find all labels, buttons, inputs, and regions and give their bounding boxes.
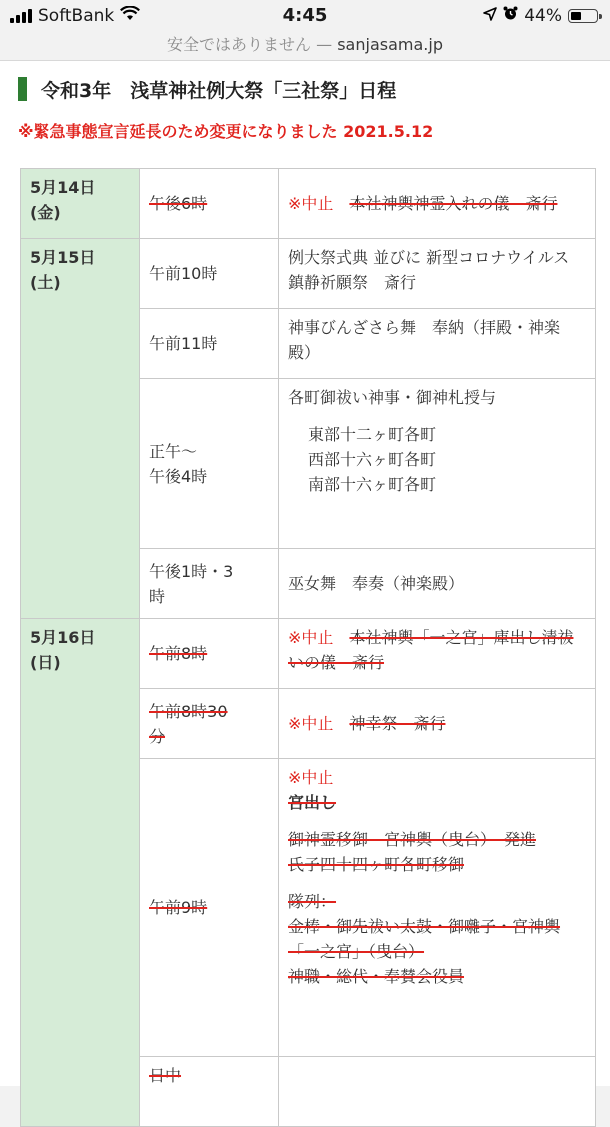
event-text: 神事びんざさら舞 奉納（拝殿・神楽 — [288, 318, 561, 337]
time-label: 午前8時30 — [149, 701, 228, 721]
event-text: 各町御祓い神事・御神札授与 — [288, 388, 497, 407]
time-label: 午後1時・3 — [149, 561, 234, 581]
page-title — [18, 76, 396, 102]
url-host: sanjasama.jp — [337, 35, 443, 54]
cancelled-label: ※中止 — [288, 194, 334, 213]
spacer — [288, 815, 586, 827]
spacer — [288, 877, 586, 889]
event-text: いの儀 斎行 — [288, 653, 385, 672]
time-cell — [140, 689, 279, 759]
event-text: 氏子四十四ヶ町各町移御 — [288, 855, 465, 874]
district-item: 西部十六ヶ町各町 — [308, 450, 437, 469]
event-text: 本社神輿神霊入れの儀 斎行 — [349, 194, 558, 213]
cancelled-label: ※中止 — [288, 714, 334, 733]
table-row — [21, 239, 596, 309]
event-text: 「一之宮」（曳台） — [288, 942, 425, 961]
time-label: 午前8時 — [149, 644, 208, 663]
time-cell — [140, 759, 279, 1057]
date-cell — [21, 169, 140, 239]
event-text: 金棒・御先祓い太鼓・御囃子・宮神輿 — [288, 917, 561, 936]
status-right — [483, 6, 598, 26]
event-cell — [279, 1057, 596, 1127]
event-text: 例大祭式典 並びに 新型コロナウイルス — [288, 248, 570, 267]
table-row — [21, 169, 596, 239]
date-cell — [21, 239, 140, 619]
time-label: 午前11時 — [149, 334, 218, 353]
event-title: 宮出し — [288, 793, 337, 812]
carrier-name: SoftBank — [38, 6, 115, 26]
time-cell — [140, 169, 279, 239]
status-bar — [0, 0, 610, 34]
time-label: 正午〜 — [149, 441, 198, 461]
event-cell — [279, 689, 596, 759]
battery-icon — [568, 9, 598, 23]
time-label: 午前9時 — [149, 898, 208, 917]
spacer — [288, 410, 586, 422]
time-cell — [140, 309, 279, 379]
weekday-label: (日) — [30, 653, 61, 672]
time-label: 午前10時 — [149, 264, 218, 283]
battery-fill — [571, 12, 581, 20]
event-text: 隊列： — [288, 892, 337, 911]
schedule-table — [20, 168, 596, 1127]
event-cell — [279, 379, 596, 549]
location-arrow-icon — [483, 6, 497, 26]
event-text: 神職・総代・奉賛会役員 — [288, 967, 465, 986]
time-label: 日中 — [149, 1066, 182, 1085]
web-page — [0, 60, 610, 1086]
event-cell — [279, 169, 596, 239]
table-row — [21, 619, 596, 689]
cancelled-label: ※中止 — [288, 768, 334, 787]
alarm-icon — [503, 6, 518, 26]
cancelled-label: ※中止 — [288, 628, 334, 647]
time-cell — [140, 239, 279, 309]
time-label: 午後4時 — [149, 466, 208, 486]
time-cell — [140, 619, 279, 689]
date-label: 5月15日 — [30, 248, 96, 267]
security-warning: 安全ではありません — — [167, 35, 333, 54]
event-text: 巫女舞 奉奏（神楽殿） — [288, 574, 465, 593]
date-label: 5月16日 — [30, 628, 96, 647]
event-text: 殿） — [288, 343, 321, 362]
heading-marker — [18, 77, 27, 101]
event-text: 鎮静祈願祭 斎行 — [288, 273, 417, 292]
event-cell — [279, 619, 596, 689]
district-item: 南部十六ヶ町各町 — [308, 475, 437, 494]
weekday-label: (金) — [30, 203, 61, 222]
event-text: 神幸祭 斎行 — [349, 714, 446, 733]
time-cell — [140, 549, 279, 619]
event-text: 本社神輿「一之宮」庫出し清祓 — [349, 628, 574, 647]
event-cell — [279, 549, 596, 619]
change-notice: ※緊急事態宣言延長のため変更になりました 2021.5.12 — [18, 122, 434, 141]
battery-percent: 44% — [524, 6, 562, 26]
address-bar[interactable] — [0, 32, 610, 58]
time-label: 時 — [149, 586, 166, 606]
time-label: 午後6時 — [149, 194, 208, 213]
time-cell — [140, 1057, 279, 1127]
event-cell — [279, 759, 596, 1057]
date-label: 5月14日 — [30, 178, 96, 197]
event-cell — [279, 239, 596, 309]
weekday-label: (土) — [30, 273, 61, 292]
event-cell — [279, 309, 596, 379]
time-label: 分 — [149, 726, 166, 746]
date-cell — [21, 619, 140, 1127]
page-title-text: 令和3年 浅草神社例大祭「三社祭」日程 — [41, 79, 397, 102]
clock: 4:45 — [282, 5, 328, 26]
event-text: 御神霊移御 宮神輿（曳台） 発進 — [288, 830, 537, 849]
district-item: 東部十二ヶ町各町 — [308, 425, 437, 444]
time-cell — [140, 379, 279, 549]
